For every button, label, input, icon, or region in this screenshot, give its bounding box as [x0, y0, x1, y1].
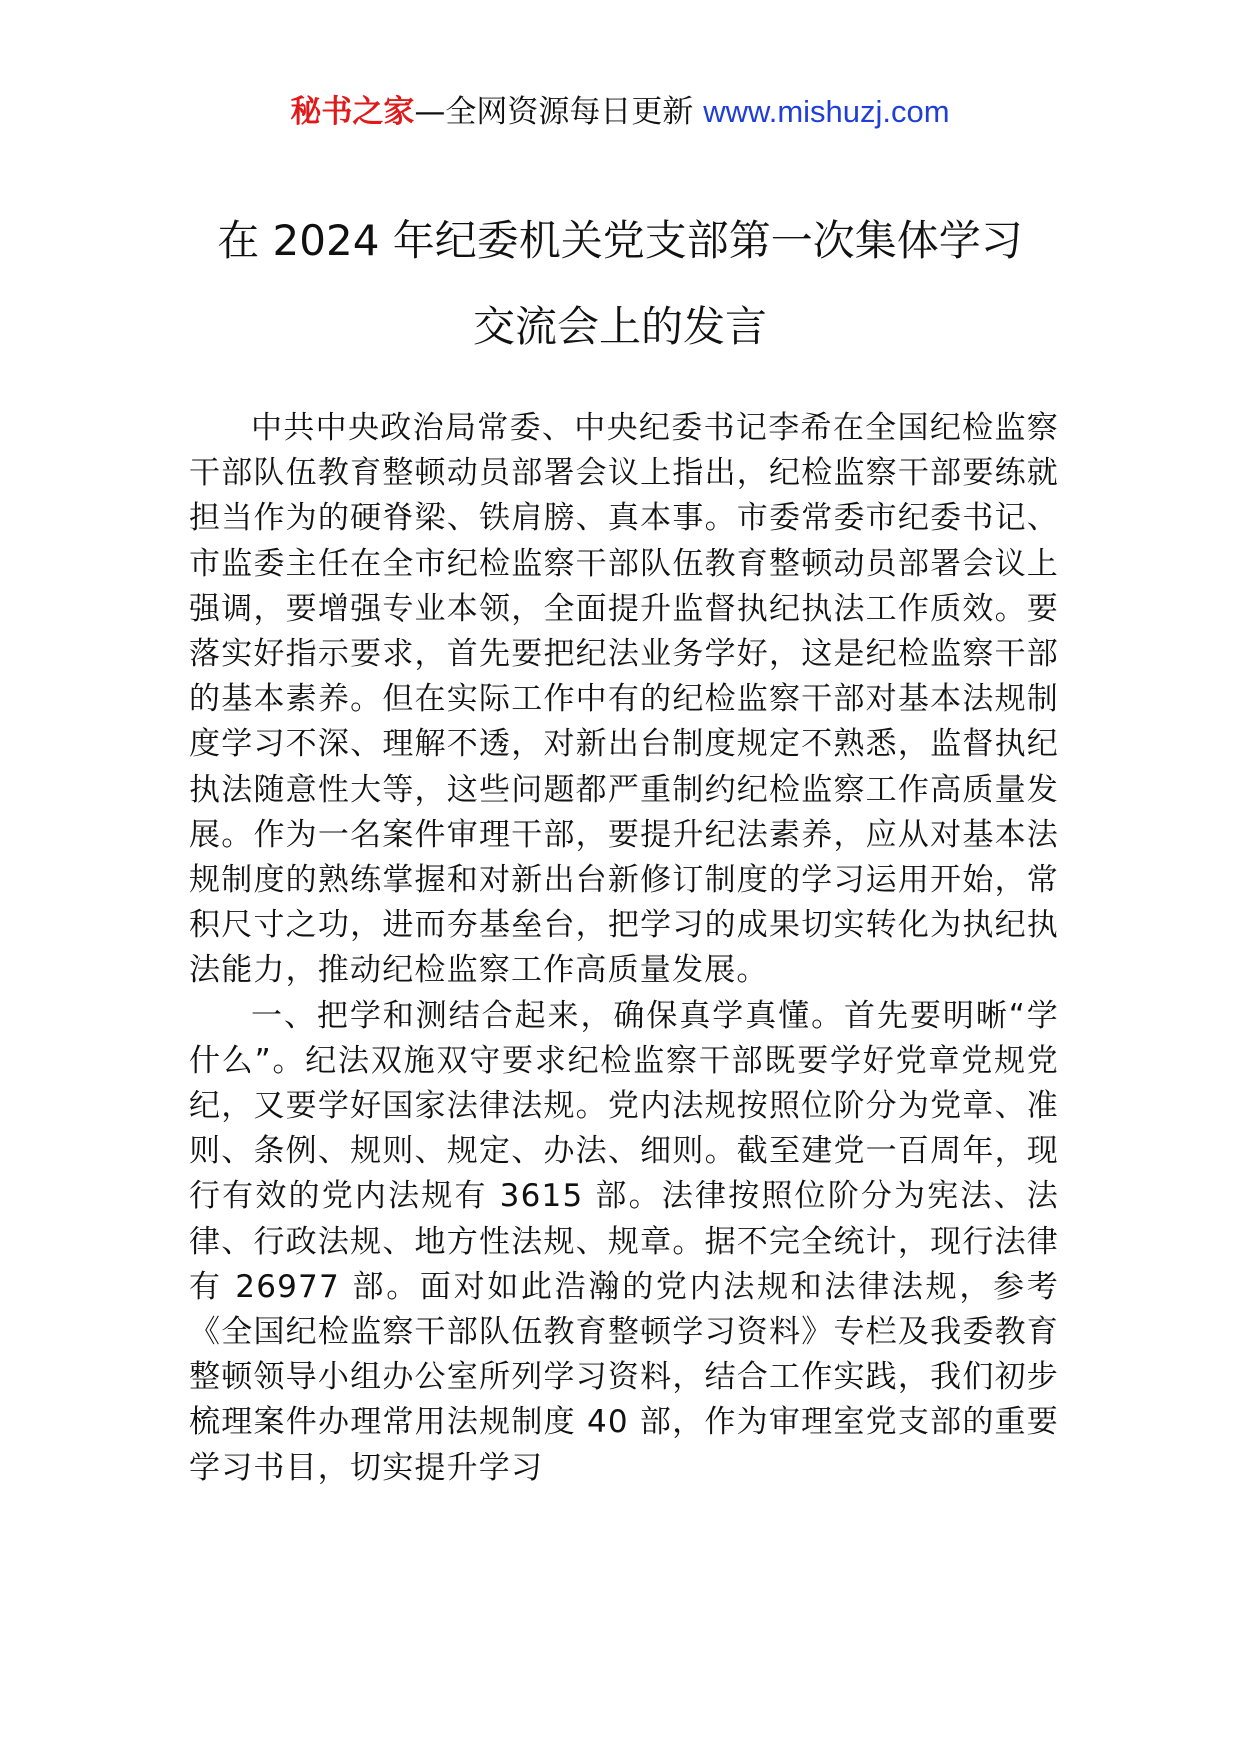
document-title	[0, 198, 1240, 370]
paragraph-section-one: 一、把学和测结合起来，确保真学真懂。首先要明晰“学什么”。纪法双施双守要求纪检监察干部既要学好党章党规党纪，又要学好国家法律法规。党内法规按照位阶分为党章、准则、条例、规则、规定、办法、细则。截至建党一百周年，现行有效的党内法规有 3615 部。法律按照位阶分为宪法、法律、行政法规、地方性法规、规章。据不完全统计，现行法律有 26977 部。面对如此浩瀚的党内法规和法律法规，参考《全国纪检监察干部队伍教育整顿学习资料》专栏及我委教育整顿领导小组办公室所列学习资料，结合工作实践，我们初步梳理案件办理常用法规制度 40 部，作为审理室党支部的重要学习书目，切实提升学习	[189, 997, 1059, 1486]
document-title-line-2: 交流会上的发言	[472, 302, 767, 351]
paragraph-intro: 中共中央政治局常委、中央纪委书记李希在全国纪检监察干部队伍教育整顿动员部署会议上指出，纪检监察干部要练就担当作为的硬脊梁、铁肩膀、真本事。市委常委市纪委书记、市监委主任在全市纪检监察干部队伍教育整顿动员部署会议上强调，要增强专业本领，全面提升监督执纪执法工作质效。要落实好指示要求，首先要把纪法业务学好，这是纪检监察干部的基本素养。但在实际工作中有的纪检监察干部对基本法规制度学习不深、理解不透，对新出台制度规定不熟悉，监督执纪执法随意性大等，这些问题都严重制约纪检监察工作高质量发展。作为一名案件审理干部，要提升纪法素养，应从对基本法规制度的熟练掌握和对新出台新修订制度的学习运用开始，常积尺寸之功，进而夯基垒台，把学习的成果切实转化为执纪执法能力，推动纪检监察工作高质量发展。	[189, 410, 1059, 989]
document-body	[189, 406, 1059, 1491]
site-tagline: —全网资源每日更新	[414, 94, 704, 130]
site-brand: 秘书之家	[290, 94, 415, 130]
site-url-link[interactable]: www.mishuzj.com	[703, 94, 950, 129]
document-title-line-1: 在 2024 年纪委机关党支部第一次集体学习	[217, 216, 1023, 265]
site-header	[0, 92, 1240, 132]
